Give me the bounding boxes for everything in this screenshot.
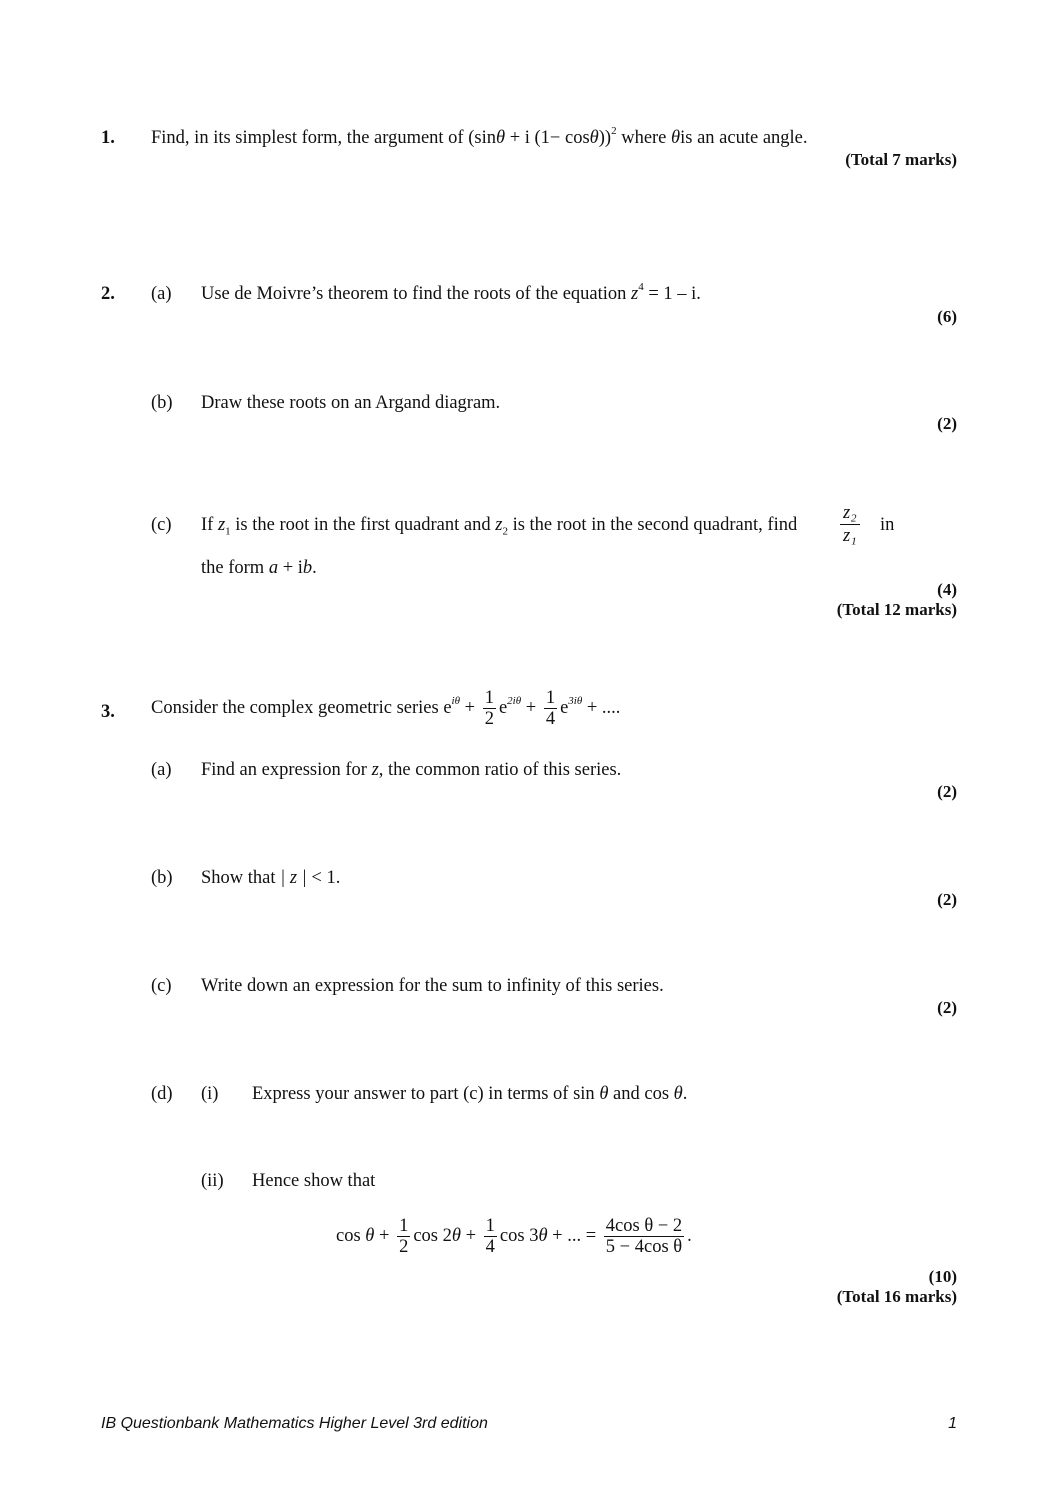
q3-plus: +: [521, 697, 541, 718]
q3d-marks: (10): [928, 1267, 957, 1286]
q3dii-text: Hence show that: [252, 1171, 376, 1191]
q3di-theta: θ: [673, 1084, 683, 1104]
fraction-numerator: 1: [399, 1216, 409, 1236]
q3-exponent: iθ: [451, 694, 460, 707]
q2a-label: (a): [151, 284, 172, 304]
q2c-label: (c): [151, 515, 172, 535]
q3b-text: [201, 868, 340, 889]
q2c-text-part: + i: [278, 558, 303, 578]
q3a-variable: z: [371, 760, 379, 780]
q3di-text-part: and cos: [608, 1084, 674, 1104]
q2c-variable: a: [268, 558, 279, 578]
q2c-in: in: [880, 515, 895, 535]
q3di-text-part: Express your answer to part (c) in terms of sin: [252, 1084, 600, 1104]
q1-exponent: 2: [611, 125, 617, 137]
q1-theta: θ: [671, 128, 681, 148]
q3-plus: +: [460, 697, 480, 718]
question-number-1: 1.: [101, 128, 115, 148]
q2c-fraction-denominator: z₁: [843, 526, 857, 546]
q3b-marks: (2): [937, 890, 957, 909]
q3-quarter-fraction: [544, 688, 557, 729]
eq-result-fraction: [604, 1216, 684, 1257]
q3a-text-part: Find an expression for: [201, 760, 372, 780]
q2c-variable: z: [217, 515, 226, 535]
q2c-subscript: 1: [225, 525, 231, 538]
q2c-text: [201, 515, 797, 538]
q2a-exponent: 4: [638, 281, 644, 293]
eq-theta: θ: [451, 1225, 461, 1246]
q1-theta: θ: [495, 128, 506, 148]
q3a-marks: (2): [937, 782, 957, 801]
q2c-variable: b: [302, 558, 313, 578]
q1-text-part: )): [598, 128, 612, 148]
eq-half-fraction: [397, 1216, 410, 1257]
eq-theta: θ: [538, 1225, 548, 1246]
eq-plus: +: [374, 1225, 395, 1246]
q3c-label: (c): [151, 976, 172, 996]
q2c-subscript: 2: [502, 525, 508, 538]
eq-text: cos 3: [499, 1225, 539, 1246]
q2c-fraction: [840, 502, 860, 547]
q1-text-part: Find, in its simplest form, the argument of (sin: [151, 128, 496, 148]
q3-equation: [336, 1216, 692, 1257]
q2c-text-line2: [201, 558, 317, 579]
q2b-text: Draw these roots on an Argand diagram.: [201, 393, 501, 413]
q1-text-part: is an acute angle.: [680, 128, 808, 148]
question-1-total-marks: (Total 7 marks): [845, 150, 957, 169]
fraction-numerator: 1: [485, 1216, 495, 1236]
q3di-text-part: .: [682, 1084, 688, 1104]
fraction-denominator: 2: [399, 1237, 409, 1257]
q3a-text-part: , the common ratio of this series.: [378, 760, 622, 780]
eq-plus: +: [460, 1225, 481, 1246]
q3dii-label: (ii): [201, 1171, 224, 1191]
eq-text: + ... =: [547, 1225, 601, 1246]
q2a-text-part: Use de Moivre’s theorem to find the roots of the equation: [201, 284, 632, 304]
q2c-marks: (4): [937, 580, 957, 599]
q3c-text: Write down an expression for the sum to infinity of this series.: [201, 976, 664, 996]
eq-quarter-fraction: [484, 1216, 497, 1257]
q3-intro-text: Consider the complex geometric series e: [151, 697, 452, 718]
q2a-text-part: = 1 – i.: [643, 284, 701, 304]
eq-text: .: [687, 1225, 692, 1246]
footer-page-number: 1: [948, 1415, 957, 1432]
eq-theta: θ: [365, 1225, 375, 1246]
question-3-intro: [151, 688, 620, 729]
q3-half-fraction: [483, 688, 496, 729]
fraction-numerator: 4cos θ − 2: [605, 1216, 683, 1236]
eq-text: cos 2: [413, 1225, 452, 1246]
footer-title: IB Questionbank Mathematics Higher Level 3rd edition: [101, 1415, 488, 1432]
q3-exponent: 3iθ: [568, 694, 583, 707]
fraction-denominator: 4: [545, 709, 556, 729]
q3-exponent: 2iθ: [507, 694, 522, 707]
fraction-numerator: 1: [545, 688, 556, 708]
q3b-modulus: | z |: [280, 868, 307, 888]
q3b-label: (b): [151, 868, 173, 888]
q3di-text: [252, 1084, 687, 1105]
q3-tail: + ....: [582, 697, 621, 718]
q3b-text-part: Show that: [201, 868, 281, 888]
q1-text-part: + i (1− cos: [505, 128, 590, 148]
q2c-variable: z: [495, 515, 503, 535]
q3a-text: [201, 760, 621, 781]
q2c-text-part: is the root in the second quadrant, find: [507, 515, 798, 535]
question-2-total-marks: (Total 12 marks): [836, 600, 957, 619]
question-3-total-marks: (Total 16 marks): [836, 1287, 957, 1306]
question-1-text: [151, 125, 808, 149]
q2a-text: [201, 281, 701, 305]
q3a-label: (a): [151, 760, 172, 780]
q2c-fraction-numerator: z₂: [840, 502, 860, 525]
q3d-label: (d): [151, 1084, 173, 1104]
fraction-denominator: 5 − 4cos θ: [605, 1237, 683, 1257]
q2c-text-part: the form: [201, 558, 269, 578]
question-number-2: 2.: [101, 284, 115, 304]
q2c-text-part: If: [201, 515, 218, 535]
fraction-denominator: 4: [485, 1237, 495, 1257]
q3di-theta: θ: [599, 1084, 609, 1104]
eq-text: cos: [336, 1225, 366, 1246]
q2b-marks: (2): [937, 414, 957, 433]
q2c-text-part: .: [312, 558, 317, 578]
q3b-text-part: < 1.: [306, 868, 341, 888]
question-number-3: 3.: [101, 702, 115, 722]
q2c-text-part: is the root in the first quadrant and: [230, 515, 496, 535]
fraction-denominator: 2: [484, 709, 494, 729]
q3c-marks: (2): [937, 998, 957, 1017]
fraction-numerator: 1: [484, 688, 494, 708]
q1-theta: θ: [589, 128, 599, 148]
q2a-marks: (6): [937, 307, 957, 326]
q3-e: e: [498, 697, 508, 718]
q2b-label: (b): [151, 393, 173, 413]
q3-e: e: [560, 697, 569, 718]
q3di-label: (i): [201, 1084, 219, 1104]
q2a-variable: z: [631, 284, 639, 304]
q1-text-part: where: [616, 128, 672, 148]
